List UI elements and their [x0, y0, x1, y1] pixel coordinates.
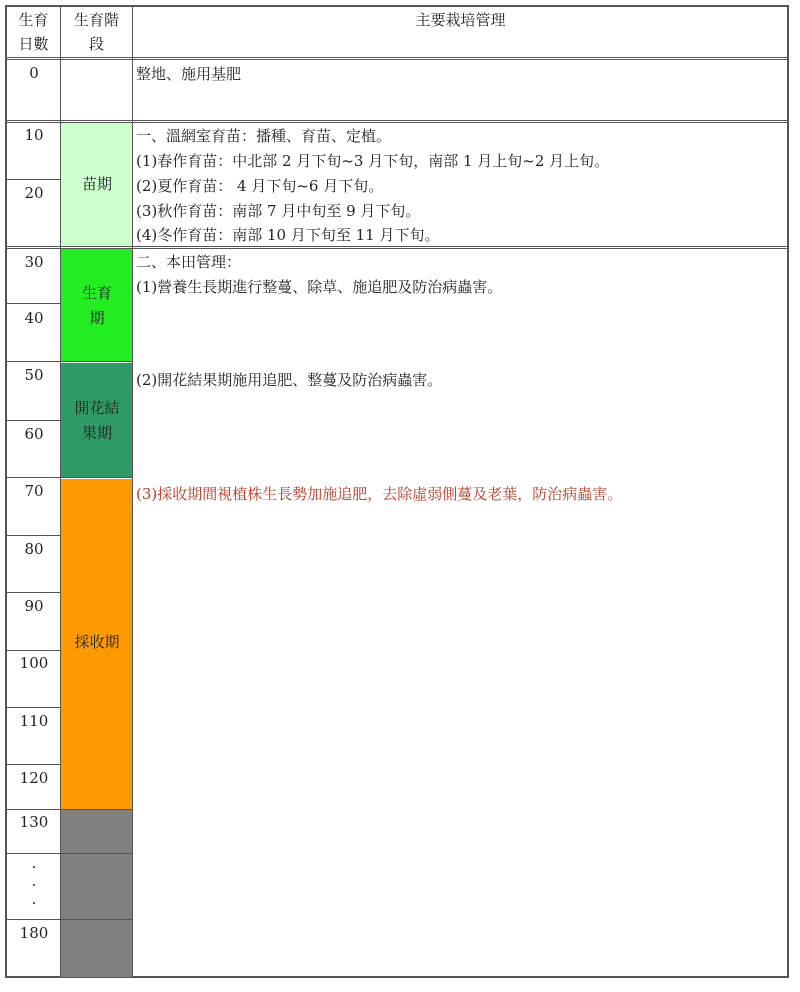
management-row0: 整地、施用基肥 [136, 65, 242, 83]
header-stage-line1: 生育階 [73, 11, 119, 29]
day-label: 50 [24, 366, 44, 384]
field-item-1: (1)營養生長期進行整蔓、除草、施追肥及防治病蟲害。 [136, 278, 503, 296]
stage-flowering-label [62, 396, 132, 446]
stage-vegetative-label [62, 281, 132, 331]
stage-flowering-line2: 果期 [81, 424, 112, 442]
stage-flowering-line1: 開花結 [74, 399, 120, 417]
day-label: 100 [19, 654, 49, 672]
day-label: 180 [19, 924, 49, 942]
day-label: 30 [24, 253, 44, 271]
day-label: 40 [24, 309, 44, 327]
day-dot: · [31, 876, 37, 894]
day-label: 60 [24, 425, 44, 443]
stage-vegetative-line2: 期 [89, 309, 105, 327]
field-title: 二、本田管理： [136, 253, 242, 271]
stage-seedling-label: 苗期 [81, 175, 112, 193]
seedling-line: 一、溫網室育苗：播種、育苗、定植。 [136, 127, 392, 145]
stage-harvest-label: 採收期 [74, 633, 120, 651]
day-label: 0 [29, 64, 39, 82]
header-days [7, 8, 60, 56]
header-days-line2: 日數 [18, 35, 49, 53]
seedling-line: (2)夏作育苗： 4 月下旬~6 月下旬。 [136, 177, 384, 195]
day-label: 90 [24, 597, 44, 615]
day-label: 110 [19, 712, 49, 730]
field-item-3: (3)採收期間視植株生長勢加施追肥，去除虛弱側蔓及老葉，防治病蟲害。 [136, 485, 623, 503]
day-label: 80 [24, 540, 44, 558]
seedling-line: (3)秋作育苗：南部 7 月中旬至 9 月下旬。 [136, 202, 421, 220]
day-dot: · [31, 894, 37, 912]
seedling-line: (1)春作育苗：中北部 2 月下旬~3 月下旬，南部 1 月上旬~2 月上旬。 [136, 152, 610, 170]
seedling-line: (4)冬作育苗：南部 10 月下旬至 11 月下旬。 [136, 226, 440, 244]
day-label: 120 [19, 769, 49, 787]
day-dot: · [31, 858, 37, 876]
day-label: 130 [19, 813, 49, 831]
field-item-2: (2)開花結果期施用追肥、整蔓及防治病蟲害。 [136, 371, 443, 389]
header-stage [61, 8, 132, 56]
header-management: 主要栽培管理 [415, 11, 506, 29]
stage-end-cell [61, 810, 132, 977]
header-days-line1: 生育 [18, 11, 49, 29]
day-label: 10 [24, 126, 44, 144]
day-label: 70 [24, 482, 44, 500]
day-label: 20 [24, 184, 44, 202]
stage-vegetative-line1: 生育 [81, 284, 112, 302]
header-stage-line2: 段 [88, 35, 104, 53]
